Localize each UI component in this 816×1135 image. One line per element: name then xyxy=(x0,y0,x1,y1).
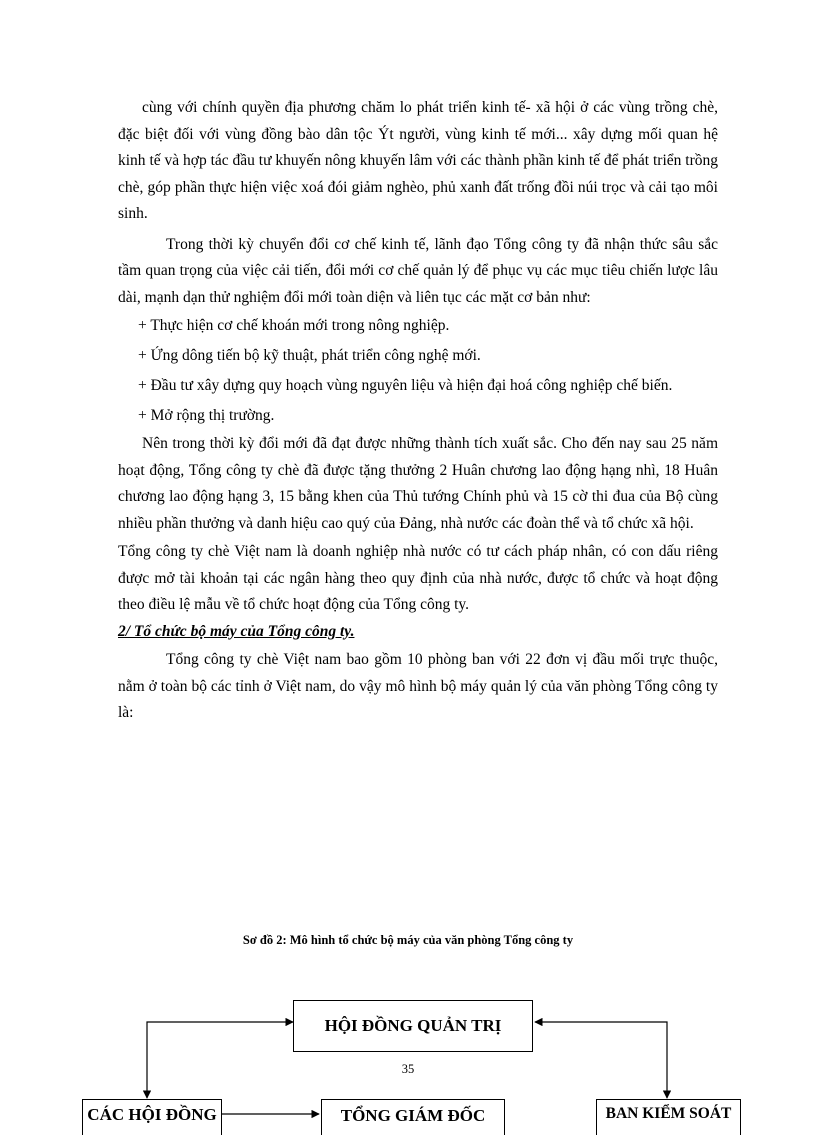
bullet-item: + Thực hiện cơ chế khoán mới trong nông nghiệp. xyxy=(138,317,450,334)
bullet-item: + Ứng dông tiến bộ kỹ thuật, phát triển công nghệ mới. xyxy=(138,347,481,364)
councils-box xyxy=(82,1099,222,1135)
paragraph-3: Nên trong thời kỳ đổi mới đã đạt được những thành tích xuất sắc. Cho đến nay sau 25 năm hoạt động, Tổng công ty chè đã được tặng thưởng 2 Huân chương lao động hạng nhì, 18 Huân chương lao động hạng 3, 15 bằng khen của Thủ tướng Chính phủ và 15 cờ thi đua của Bộ cùng nhiều phần thưởng và danh hiệu cao quý của Đảng, nhà nước các đoàn thể và tổ chức xã hội. xyxy=(118,435,718,532)
connector-board-councils xyxy=(147,1022,293,1098)
paragraph-5: Tổng công ty chè Việt nam bao gồm 10 phòng ban với 22 đơn vị đầu mối trực thuộc, nằm ở toàn bộ các tỉnh ở Việt nam, do vậy mô hình bộ máy quản lý của văn phòng Tổng công ty là: xyxy=(118,651,718,721)
board-of-directors-box xyxy=(293,1000,533,1052)
paragraph-4: Tổng công ty chè Việt nam là doanh nghiệp nhà nước có tư cách pháp nhân, có con dấu riêng được mở tài khoản tại các ngân hàng theo quy định của nhà nước, được tổ chức và hoạt động theo điều lệ mẫu về tổ chức hoạt động của Tổng công ty. xyxy=(118,543,718,613)
councils-label: CÁC HỘI ĐỒNG xyxy=(87,1105,217,1124)
connector-board-supervisory xyxy=(535,1022,667,1098)
board-label: HỘI ĐỒNG QUẢN TRỊ xyxy=(324,1016,502,1035)
section-heading: 2/ Tổ chức bộ máy của Tổng công ty. xyxy=(118,622,355,640)
general-director-label: TỔNG GIÁM ĐỐC xyxy=(340,1106,486,1125)
paragraph-2: Trong thời kỳ chuyển đổi cơ chế kinh tế, lãnh đạo Tổng công ty đã nhận thức sâu sắc tầm quan trọng của việc cải tiến, đổi mới cơ chế quản lý để phục vụ các mục tiêu chiến lược lâu dài, mạnh dạn thử nghiệm đổi mới toàn diện và liên tục các mặt cơ bản như: xyxy=(118,235,718,306)
bullet-item: + Mở rộng thị trường. xyxy=(138,407,275,424)
paragraph-1: cùng với chính quyền địa phương chăm lo phát triển kinh tế- xã hội ở các vùng trồng chè, đặc biệt đối với vùng đồng bào dân tộc Ýt người, vùng kinh tế mới... xây dựng mối quan hệ kinh tế và hợp tác đầu tư khuyến nông khuyến lâm với các thành phần kinh tế để phát triển trồng chè, góp phần thực hiện việc xoá đói giảm nghèo, phủ xanh đất trống đồi núi trọc và cải tạo môi sinh. xyxy=(118,99,718,222)
supervisory-board-box xyxy=(596,1099,741,1135)
supervisory-label: BAN KIỂM SOÁT xyxy=(605,1105,732,1122)
page-number: 35 xyxy=(401,1062,415,1076)
diagram-caption: Sơ đồ 2: Mô hình tổ chức bộ máy của văn phòng Tổng công ty xyxy=(242,933,574,947)
general-director-box xyxy=(321,1099,505,1135)
bullet-item: + Đầu tư xây dựng quy hoạch vùng nguyên liệu và hiện đại hoá công nghiệp chế biến. xyxy=(138,377,673,394)
